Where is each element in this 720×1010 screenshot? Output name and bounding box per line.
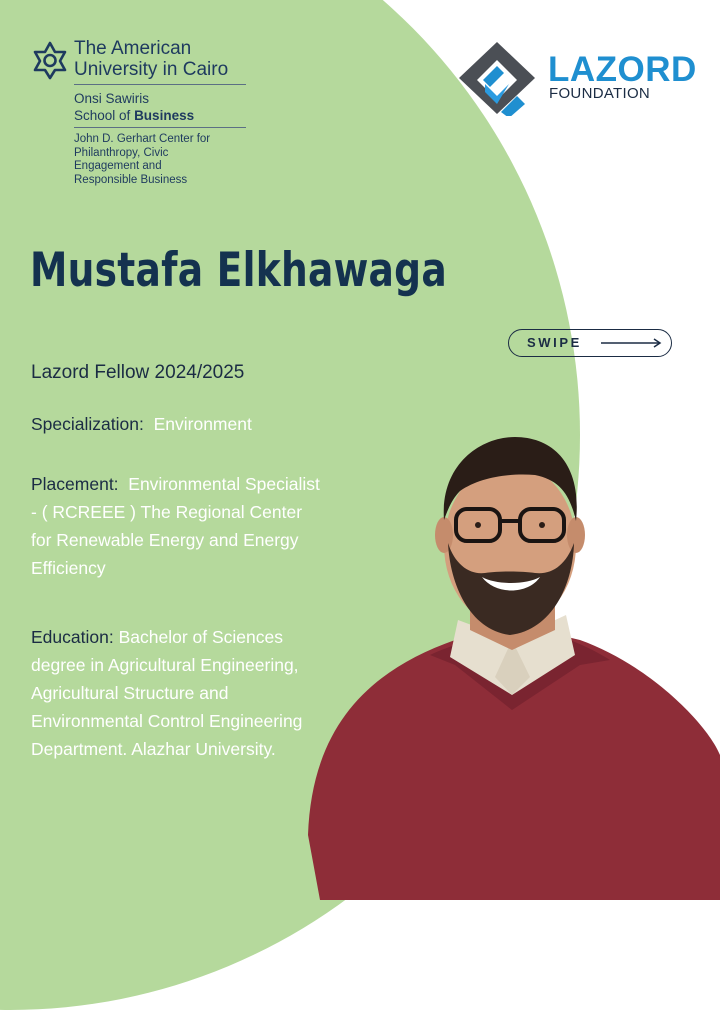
- fellowship-title: Lazord Fellow 2024/2025: [31, 362, 245, 383]
- auc-emblem-icon: [30, 40, 70, 80]
- specialization-value: Environment: [153, 414, 252, 434]
- lazord-name: LAZORD: [548, 50, 697, 89]
- school-name-plain: School of: [74, 108, 131, 123]
- school-name-line2: [74, 107, 194, 124]
- placement-label: Placement:: [31, 474, 119, 494]
- swipe-button[interactable]: [508, 329, 672, 357]
- placement-value: Environmental Specialist - ( RCREEE ) The Regional Center for Renewable Energy and Energy Efficiency: [31, 474, 320, 578]
- education-value: Bachelor of Sciences degree in Agricultural Engineering, Agricultural Structure and Environmental Control Engineering Department. Alazhar University.: [31, 627, 303, 759]
- lazord-logo: [455, 40, 705, 120]
- placement: [31, 470, 321, 582]
- education-label: Education:: [31, 627, 114, 647]
- divider: [74, 84, 246, 85]
- lazord-foundation: FOUNDATION: [549, 85, 651, 102]
- fellow-photo: [290, 425, 720, 900]
- divider: [74, 127, 246, 128]
- specialization-label: Specialization:: [31, 414, 144, 434]
- school-name-bold: Business: [134, 108, 195, 123]
- auc-name: The American University in Cairo: [74, 38, 229, 80]
- fellow-name: Mustafa Elkhawaga: [30, 243, 447, 298]
- swipe-label: SWIPE: [527, 335, 582, 350]
- school-name: [74, 90, 194, 124]
- education: [31, 623, 331, 763]
- portrait-illustration: [290, 425, 720, 900]
- specialization: [31, 410, 252, 438]
- arrow-right-icon: [601, 338, 663, 348]
- lazord-mark-icon: [455, 40, 543, 116]
- gerhart-center-name: John D. Gerhart Center for Philanthropy, Civic Engagement and Responsible Business: [74, 133, 211, 186]
- school-name-line1: Onsi Sawiris: [74, 91, 150, 106]
